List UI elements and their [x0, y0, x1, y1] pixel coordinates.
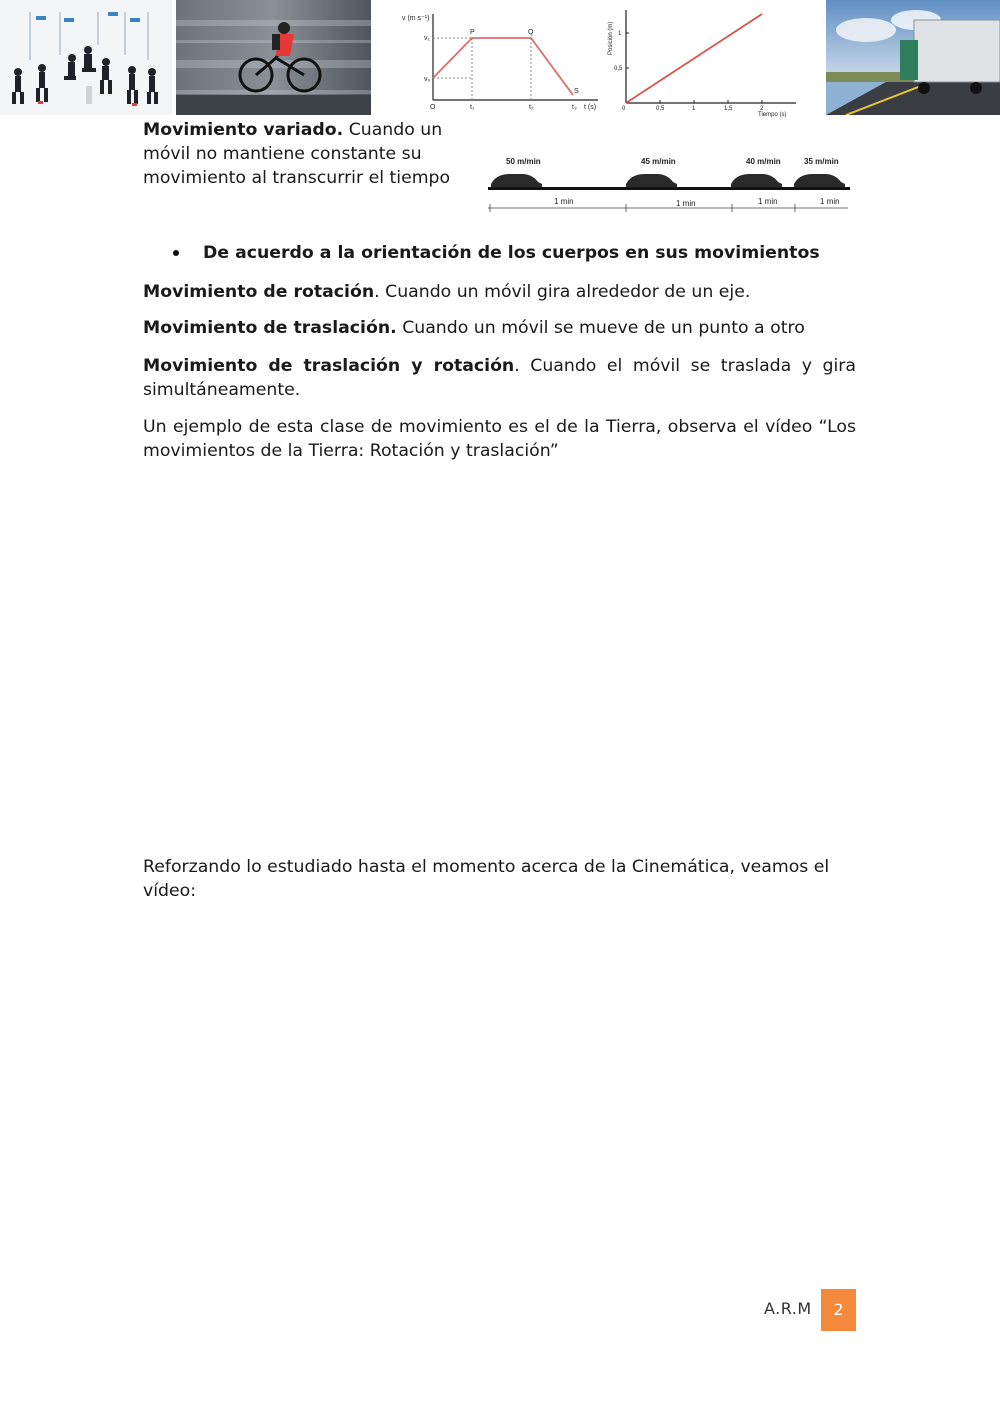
rotacion-term: Movimiento de rotación	[143, 282, 375, 302]
variado-term: Movimiento variado.	[143, 120, 344, 140]
car-2	[731, 174, 782, 187]
page-number-box	[821, 1289, 856, 1331]
pos-xtick-2: 1	[692, 106, 696, 112]
vt-s-label: S	[574, 88, 579, 95]
footer-initials: A.R.M	[764, 1299, 812, 1318]
pos-xtick-3: 1,5	[724, 106, 733, 112]
rotacion-definition: . Cuando un móvil gira alrededor de un eje.	[374, 282, 751, 302]
pos-xtick-1: 0,5	[656, 106, 665, 112]
pos-xtick-0: 0	[622, 106, 626, 112]
ambos-term: Movimiento de traslación y rotación	[143, 356, 515, 376]
car-speed-0: 50 m/min	[506, 157, 541, 166]
rotacion-paragraph	[143, 280, 856, 304]
car-speed-1: 45 m/min	[641, 157, 676, 166]
vt-t3-label: t₃	[572, 104, 577, 111]
car-speed-3: 35 m/min	[804, 157, 839, 166]
vt-v1-label: v₁	[424, 35, 430, 42]
cyclist-image	[176, 0, 371, 115]
position-line	[626, 14, 762, 103]
bullet-dot	[173, 250, 179, 256]
car-0	[491, 174, 542, 187]
vt-t2-label: t₂	[529, 104, 534, 111]
pos-x-label: Tiempo (s)	[758, 112, 787, 118]
jump-sequence-image	[0, 0, 172, 115]
vt-origin-label: O	[430, 104, 436, 111]
traslacion-definition: Cuando un móvil se mueve de un punto a otro	[396, 318, 805, 338]
position-time-graph	[604, 0, 800, 118]
truck-highway-image	[826, 0, 1000, 115]
ejemplo-paragraph: Un ejemplo de esta clase de movimiento es el de la Tierra, observa el vídeo “Los movimientos de la Tierra: Rotación y traslación”	[143, 417, 856, 461]
reforzando-paragraph: Reforzando lo estudiado hasta el momento acerca de la Cinemática, veamos el vídeo:	[143, 857, 830, 901]
car-1	[626, 174, 677, 187]
traslacion-term: Movimiento de traslación.	[143, 318, 397, 338]
variado-paragraph	[143, 118, 483, 190]
car-speed-2: 40 m/min	[746, 157, 781, 166]
velocity-time-graph	[398, 0, 603, 115]
bullet-text: De acuerdo a la orientación de los cuerpos en sus movimientos	[203, 243, 820, 263]
car-duration-3: 1 min	[820, 197, 840, 206]
vt-y-label: v (m s⁻¹)	[402, 15, 430, 22]
car-duration-0: 1 min	[554, 197, 574, 206]
vt-t1-label: t₁	[470, 104, 475, 111]
vt-q-label: Q	[528, 29, 534, 36]
variado-definition: Cuando un móvil no mantiene constante su movimiento al transcurrir el tiempo	[143, 120, 451, 188]
ambos-definition: . Cuando el móvil se traslada y gira simultáneamente.	[143, 356, 856, 400]
cars-speed-figure	[486, 150, 852, 216]
velocity-line	[433, 38, 573, 95]
pos-y-label: Posición (m)	[608, 21, 614, 55]
car-duration-1: 1 min	[676, 199, 696, 208]
pos-ytick-0: 0,5	[614, 66, 623, 72]
traslacion-rotacion-paragraph	[143, 354, 856, 402]
vt-v0-label: v₀	[424, 76, 431, 83]
vt-p-label: P	[470, 29, 475, 36]
traslacion-paragraph	[143, 316, 856, 340]
pos-ytick-1: 1	[618, 31, 622, 37]
car-3	[794, 174, 845, 187]
pos-xtick-4: 2	[760, 106, 764, 112]
vt-x-label: t (s)	[584, 104, 597, 111]
page-number: 2	[833, 1300, 844, 1319]
car-duration-2: 1 min	[758, 197, 778, 206]
